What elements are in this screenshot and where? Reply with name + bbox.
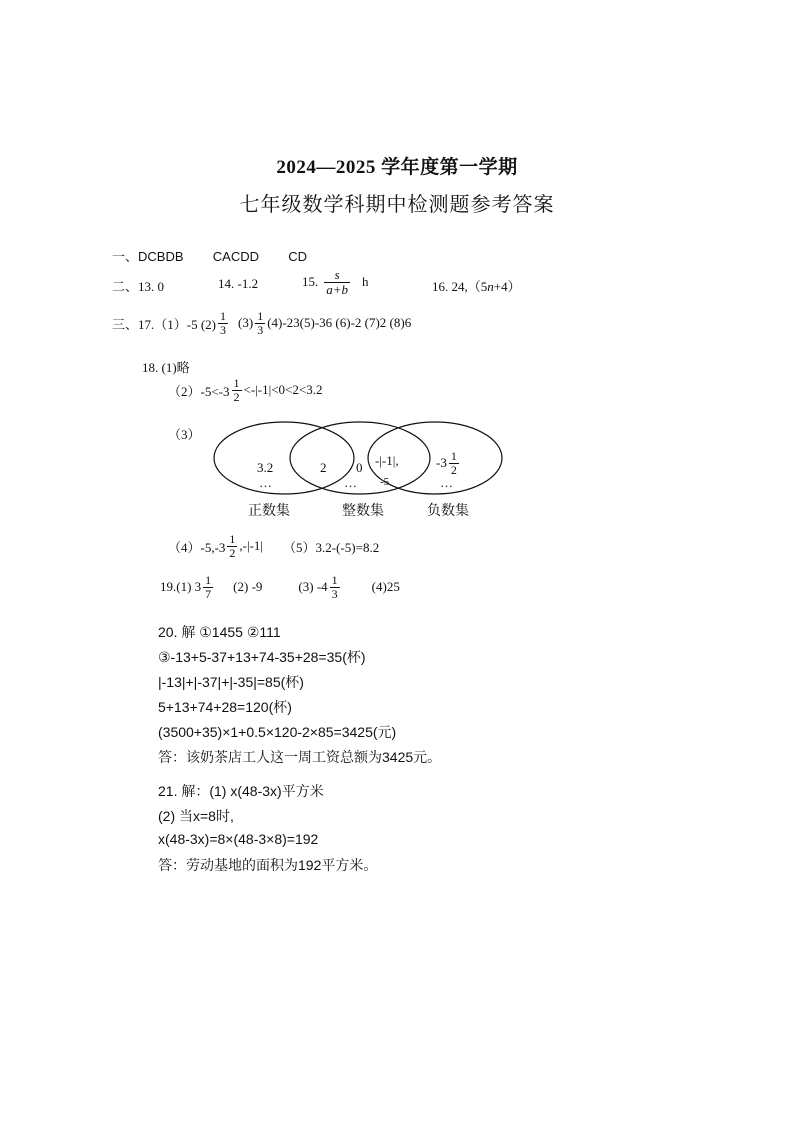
q3-label: 三、 xyxy=(112,316,139,332)
q18-line4: （4）-5,-3 $\frac{1}{2}$ ,-|-1| （5）3.2-(-5)=8.2 xyxy=(168,532,380,560)
venn-neg-value-2: -5 xyxy=(380,476,390,488)
q2-item-15-unit: h xyxy=(362,274,369,290)
q17-part2: (3) xyxy=(238,315,254,331)
venn-integer-set xyxy=(290,422,430,494)
q18-line2: （2）-5<-3 $\frac{1}{2}$ <-|-1|<0<2<3.2 xyxy=(168,376,323,404)
q20-line1: 20. 解 ①1455 ②111 xyxy=(158,624,281,640)
q21-line2: (2) 当x=8时, xyxy=(158,808,234,824)
q19-row: 19.(1) 3 $\frac{1}{7}$ (2) -9 (3) -4 $\frac{1}{3}$ (4)25 xyxy=(160,573,400,601)
q19-fraction-2: $\frac{1}{3}$ xyxy=(331,573,338,601)
venn-label-negative: 负数集 xyxy=(427,502,469,518)
q2-item-14: 14. -1.2 xyxy=(218,276,259,291)
q1-label: 一、 xyxy=(112,249,139,264)
q1-answers-3: CD xyxy=(288,249,308,264)
q17-fraction-1: $\frac{1}{3}$ xyxy=(220,309,227,337)
venn-int-value-2: 0 xyxy=(356,460,363,475)
venn-positive-set xyxy=(214,422,354,494)
q20-answer: 答：该奶茶店工人这一周工资总额为3425元。 xyxy=(158,749,442,765)
venn-int-dots: … xyxy=(344,475,357,490)
q17-row xyxy=(112,310,411,336)
fraction-denominator: a+b xyxy=(326,281,349,297)
venn-neg-value-1: -|-1|, xyxy=(375,453,399,468)
q2-item-13: 13. 0 xyxy=(138,279,165,294)
q21-line3: x(48-3x)=8×(48-3×8)=192 xyxy=(158,831,319,847)
q2-item-15-num: 15. xyxy=(302,274,319,290)
venn-pos-dots: … xyxy=(259,475,272,490)
q20-line4: 5+13+74+28=120(杯) xyxy=(158,699,292,715)
q18-line4-fraction: $\frac{1}{2}$ xyxy=(229,532,236,560)
venn-diagram xyxy=(205,416,515,500)
q1-answers-1: DCBDB xyxy=(138,249,184,264)
q2-item-15-fraction xyxy=(324,268,350,296)
venn-label-integer: 整数集 xyxy=(342,502,384,518)
q21-line1: 21. 解：(1) x(48-3x)平方米 xyxy=(158,783,324,799)
q20-line2: ③-13+5-37+13+74-35+28=35(杯) xyxy=(158,649,366,665)
venn-neg-dots: … xyxy=(440,475,453,490)
q2-item-15 xyxy=(302,268,369,296)
q18-line2-fraction: $\frac{1}{2}$ xyxy=(233,376,240,404)
q18-line1: 18. (1)略 xyxy=(142,360,190,375)
q18-line3: （3） xyxy=(168,427,201,442)
venn-label-positive: 正数集 xyxy=(248,502,290,518)
q20-line3: |-13|+|-37|+|-35|=85(杯) xyxy=(158,674,304,690)
doc-title-line1: 2024—2025 学年度第一学期 xyxy=(276,157,518,178)
q17-part1: 17.（1）-5 (2) xyxy=(138,316,217,332)
q2-label: 二、 xyxy=(112,279,139,294)
q19-fraction-1: $\frac{1}{7}$ xyxy=(205,573,212,601)
venn-neg-value-3: -3 $\frac{1}{2}$ xyxy=(436,449,457,477)
q17-fraction-2: $\frac{1}{3}$ xyxy=(257,309,264,337)
q2-label-13 xyxy=(112,276,164,295)
venn-int-value-1: 2 xyxy=(320,460,327,475)
venn-pos-value: 3.2 xyxy=(257,460,274,475)
q21-answer: 答：劳动基地的面积为192平方米。 xyxy=(158,857,378,873)
q20-line5: (3500+35)×1+0.5×120-2×85=3425(元) xyxy=(158,724,397,740)
q17-part3: (4)-23(5)-36 (6)-2 (7)2 (8)6 xyxy=(267,315,412,331)
q2-item-16: 16. 24,（5n+4） xyxy=(432,279,521,294)
q1-row xyxy=(112,246,307,265)
q1-answers-2: CACDD xyxy=(212,249,260,264)
doc-title-line2: 七年级数学科期中检测题参考答案 xyxy=(239,194,555,216)
fraction-numerator: s xyxy=(334,267,340,282)
